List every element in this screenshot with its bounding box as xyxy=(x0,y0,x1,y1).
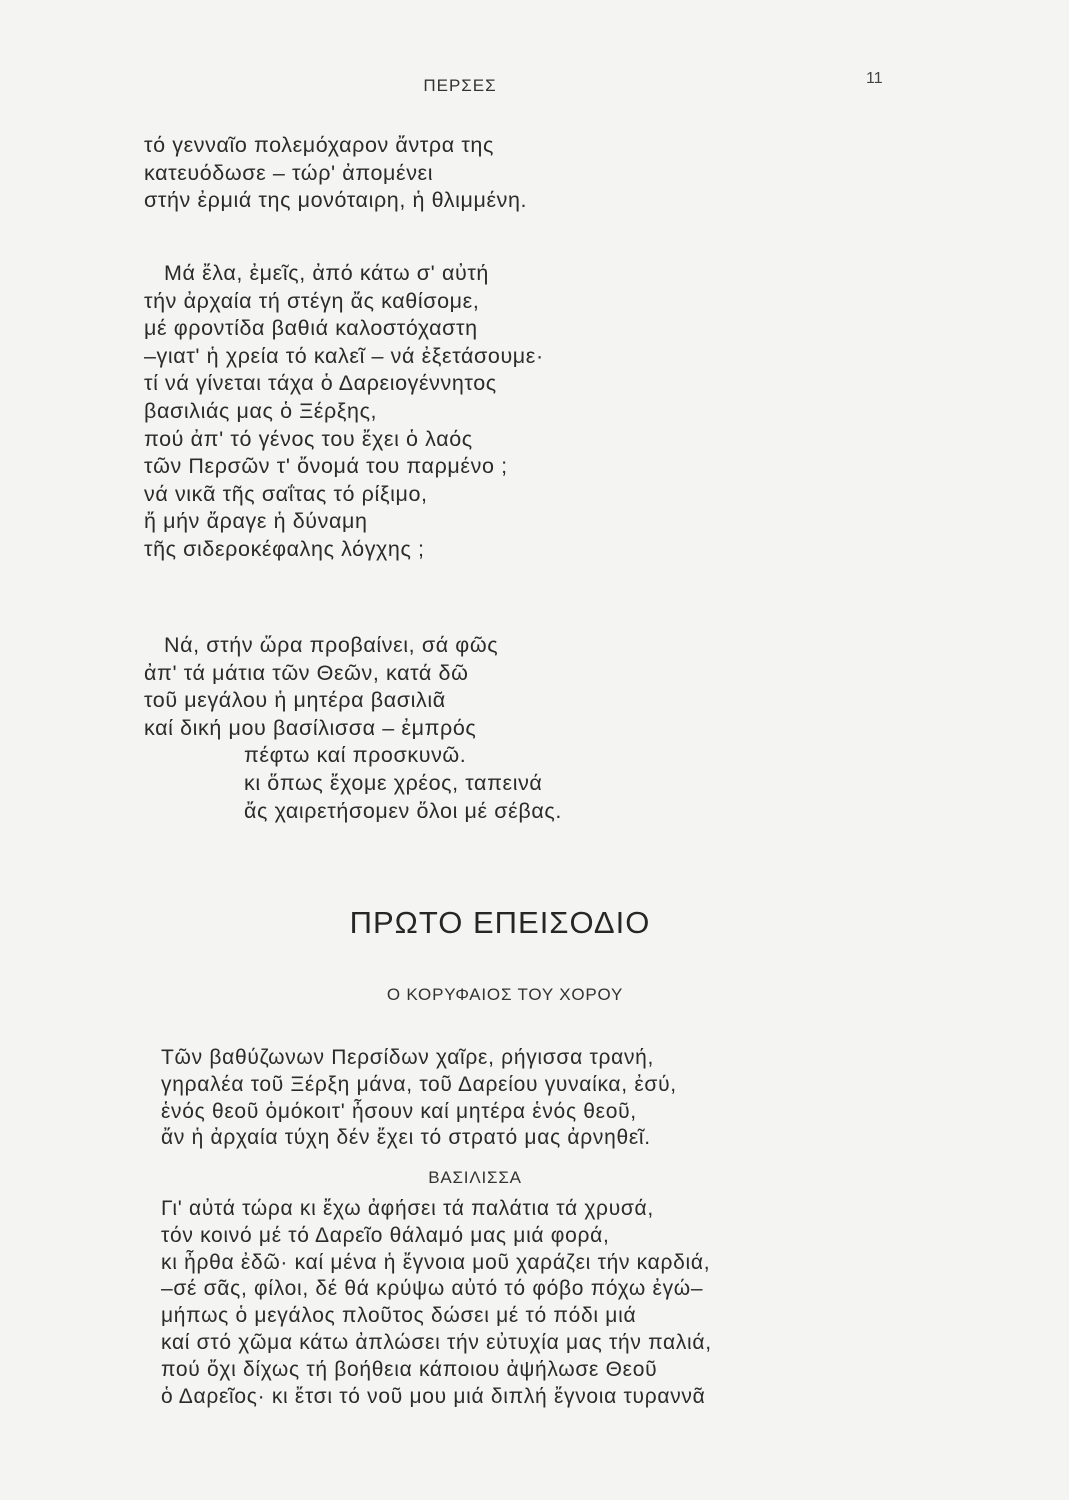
verse-line: τοῦ μεγάλου ἡ μητέρα βασιλιᾶ xyxy=(144,688,446,713)
stanza-1 xyxy=(144,132,527,215)
verse-line: Νά, στήν ὥρα προβαίνει, σά φῶς xyxy=(164,633,499,657)
verse-line: τό γενναῖο πολεμόχαρον ἄντρα της xyxy=(144,133,494,157)
speech-chorus-leader xyxy=(161,1045,677,1152)
section-title: ΠΡΩΤΟ ΕΠΕΙΣΟΔΙΟ xyxy=(349,905,651,940)
page-number: 11 xyxy=(866,70,883,87)
verse-line: ἀπ' τά μάτια τῶν Θεῶν, κατά δῶ xyxy=(144,660,469,685)
speaker-name: Ο ΚΟΡΥΦΑΙΟΣ ΤΟΥ ΧΟΡΟΥ xyxy=(386,985,624,1004)
verse-line: πού ὄχι δίχως τή βοήθεια κάποιου ἀψήλωσε Θεοῦ xyxy=(161,1357,658,1381)
running-head: ΠΕΡΣΕΣ xyxy=(423,76,497,95)
verse-line: ἄν ἡ ἀρχαία τύχη δέν ἔχει τό στρατό μας ἀρνηθεῖ. xyxy=(161,1126,651,1150)
verse-line: ἤ μήν ἄραγε ἡ δύναμη xyxy=(144,509,368,534)
verse-line: Τῶν βαθύζωνων Περσίδων χαῖρε, ρήγισσα τρανή, xyxy=(161,1046,655,1069)
verse-line: πού ἀπ' τό γένος του ἔχει ὁ λαός xyxy=(144,426,473,451)
verse-line: κι ἦρθα ἐδῶ· καί μένα ἡ ἔγνοια μοῦ χαράζει τήν καρδιά, xyxy=(161,1250,711,1274)
verse-line: νά νικᾶ τῆς σαΐτας τό ρίξιμο, xyxy=(144,481,428,506)
verse-line: τήν ἀρχαία τή στέγη ἄς καθίσομε, xyxy=(144,288,480,313)
verse-line: ἄς χαιρετήσομεν ὅλοι μέ σέβας. xyxy=(244,798,562,823)
verse-line: καί δική μου βασίλισσα – ἐμπρός xyxy=(144,715,477,740)
stanza-2 xyxy=(144,260,544,564)
verse-line: κατευόδωσε – τώρ' ἀπομένει xyxy=(144,160,434,185)
verse-line: γηραλέα τοῦ Ξέρξη μάνα, τοῦ Δαρείου γυναίκα, ἐσύ, xyxy=(161,1072,677,1096)
verse-line: τῶν Περσῶν τ' ὄνομά του παρμένο ; xyxy=(144,454,508,479)
verse-line: τί νά γίνεται τάχα ὁ Δαρειογέννητος xyxy=(144,371,497,396)
verse-line: τῆς σιδεροκέφαλης λόγχης ; xyxy=(144,536,425,561)
speaker-name: ΒΑΣΙΛΙΣΣΑ xyxy=(428,1168,522,1187)
verse-line: καί στό χῶμα κάτω ἀπλώσει τήν εὐτυχία μας τήν παλιά, xyxy=(161,1330,712,1354)
verse-line: –σέ σᾶς, φίλοι, δέ θά κρύψω αὐτό τό φόβο πόχω ἐγώ– xyxy=(161,1277,704,1301)
speech-queen xyxy=(161,1196,712,1410)
verse-line: στήν ἐρμιά της μονόταιρη, ἡ θλιμμένη. xyxy=(144,188,528,213)
stanza-3 xyxy=(144,632,562,825)
verse-line: μήπως ὁ μεγάλος πλοῦτος δώσει μέ τό πόδι μιά xyxy=(161,1304,637,1328)
verse-line: Γι' αὐτά τώρα κι ἔχω ἀφήσει τά παλάτια τά χρυσά, xyxy=(161,1197,654,1220)
verse-line: πέφτω καί προσκυνῶ. xyxy=(244,743,467,768)
verse-line: τόν κοινό μέ τό Δαρεῖο θάλαμό μας μιά φορά, xyxy=(161,1223,610,1247)
verse-line: μέ φροντίδα βαθιά καλοστόχαστη xyxy=(144,316,478,341)
verse-line: –γιατ' ἡ χρεία τό καλεῖ – νά ἐξετάσουμε· xyxy=(144,343,544,368)
verse-line: βασιλιάς μας ὁ Ξέρξης, xyxy=(144,398,378,423)
verse-line: ὁ Δαρεῖος· κι ἔτσι τό νοῦ μου μιά διπλή ἔγνοια τυραννᾶ xyxy=(161,1384,706,1408)
verse-line: Μά ἔλα, ἐμεῖς, ἀπό κάτω σ' αὐτή xyxy=(164,261,489,285)
verse-line: ἑνός θεοῦ ὁμόκοιτ' ἦσουν καί μητέρα ἑνός θεοῦ, xyxy=(161,1099,637,1123)
verse-line: κι ὅπως ἔχομε χρέος, ταπεινά xyxy=(244,770,543,795)
